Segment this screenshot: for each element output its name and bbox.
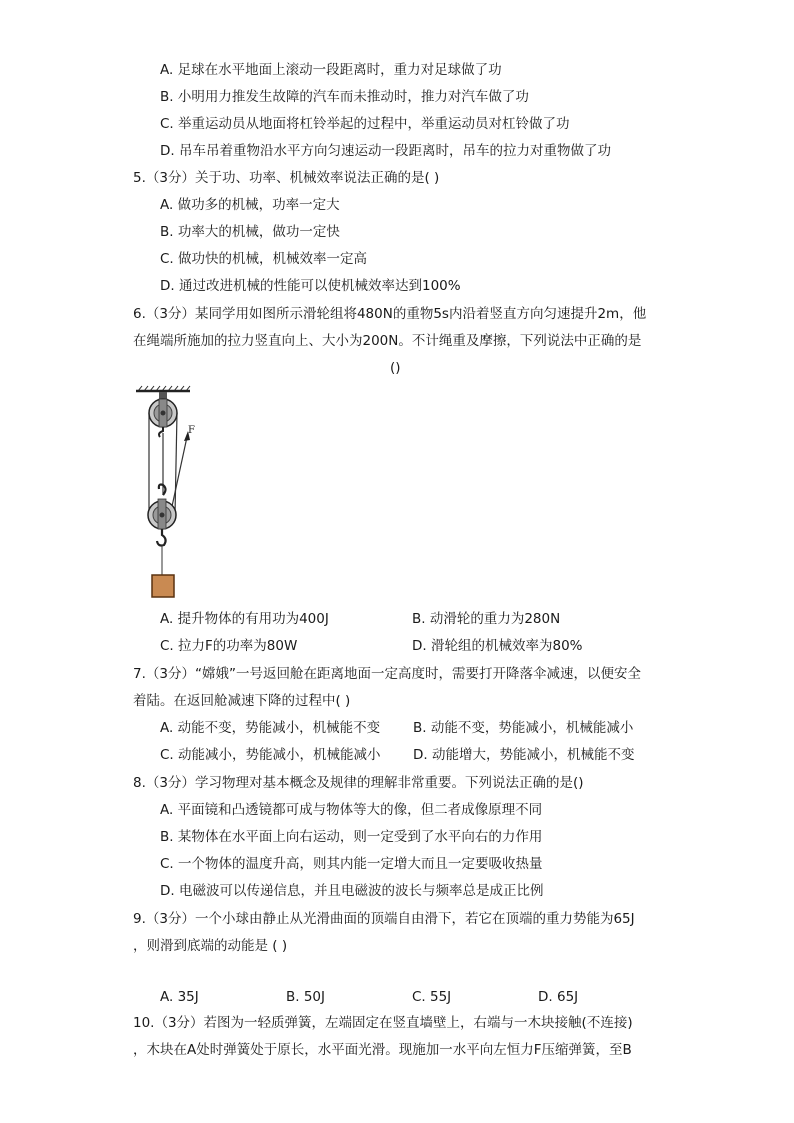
q8-option-d: D. 电磁波可以传递信息，并且电磁波的波长与频率总是成正比例 [160, 883, 544, 899]
q6-stem-line2: 在绳端所施加的拉力竖直向上、大小为200N。不计绳重及摩擦，下列说法中正确的是 [133, 333, 642, 349]
q9-stem-line1: 9.（3分）一个小球由静止从光滑曲面的顶端自由滑下，若它在顶端的重力势能为65J [133, 911, 635, 927]
movable-pulley-bottom-hook [157, 529, 166, 546]
q10-stem-line1: 10.（3分）若图为一轻质弹簧，左端固定在竖直墙壁上，右端与一木块接触(不连接) [133, 1015, 633, 1031]
q7-option-d: D. 动能增大，势能减小，机械能不变 [413, 747, 635, 763]
q4-option-d: D. 吊车吊着重物沿水平方向匀速运动一段距离时，吊车的拉力对重物做了功 [160, 143, 611, 159]
q7-stem-line1: 7.（3分）“嫦娥”一号返回舱在距离地面一定高度时，需要打开降落伞减速，以便安全 [133, 666, 641, 682]
q8-option-b: B. 某物体在水平面上向右运动，则一定受到了水平向右的力作用 [160, 829, 543, 845]
q4-option-a: A. 足球在水平地面上滚动一段距离时，重力对足球做了功 [160, 62, 502, 78]
load-block [152, 575, 174, 597]
q9-option-c: C. 55J [412, 989, 452, 1005]
q6-option-d: D. 滑轮组的机械效率为80% [412, 638, 583, 654]
q8-option-c: C. 一个物体的温度升高，则其内能一定增大而且一定要吸收热量 [160, 856, 543, 872]
q5-stem: 5.（3分）关于功、功率、机械效率说法正确的是( ) [133, 170, 440, 186]
q6-stem-line3: () [390, 360, 401, 376]
fixed-pulley-hook [159, 427, 163, 437]
rope-right [175, 413, 177, 515]
q4-option-b: B. 小明用力推发生故障的汽车而未推动时，推力对汽车做了功 [160, 89, 529, 105]
q7-option-a: A. 动能不变，势能减小，机械能不变 [160, 720, 381, 736]
q5-option-a: A. 做功多的机械，功率一定大 [160, 197, 340, 213]
pulley-system-figure [130, 383, 210, 601]
q5-option-b: B. 功率大的机械，做功一定快 [160, 224, 340, 240]
q8-stem: 8.（3分）学习物理对基本概念及规律的理解非常重要。下列说法正确的是() [133, 775, 584, 791]
q5-option-c: C. 做功快的机械，机械效率一定高 [160, 251, 368, 267]
q4-option-c: C. 举重运动员从地面将杠铃举起的过程中，举重运动员对杠铃做了功 [160, 116, 570, 132]
q6-option-c: C. 拉力F的功率为80W [160, 638, 298, 654]
q6-stem-line1: 6.（3分）某同学用如图所示滑轮组将480N的重物5s内沿着竖直方向匀速提升2m，他 [133, 306, 647, 322]
q6-option-b: B. 动滑轮的重力为280N [412, 611, 561, 627]
movable-pulley-top-hook [159, 485, 166, 496]
q9-option-d: D. 65J [538, 989, 579, 1005]
force-label: F [188, 425, 195, 436]
q9-option-b: B. 50J [286, 989, 326, 1005]
q7-option-c: C. 动能减小，势能减小，机械能减小 [160, 747, 381, 763]
q7-option-b: B. 动能不变，势能减小，机械能减小 [413, 720, 634, 736]
q9-option-a: A. 35J [160, 989, 199, 1005]
q9-stem-line2: ，则滑到底端的动能是 ( ) [133, 938, 288, 954]
q6-option-a: A. 提升物体的有用功为400J [160, 611, 329, 627]
q5-option-d: D. 通过改进机械的性能可以使机械效率达到100% [160, 278, 461, 294]
q7-stem-line2: 着陆。在返回舱减速下降的过程中( ) [133, 693, 351, 709]
force-arrow-line [171, 437, 187, 511]
q10-stem-line2: ，木块在A处时弹簧处于原长，水平面光滑。现施加一水平向左恒力F压缩弹簧，至B [133, 1042, 632, 1058]
q8-option-a: A. 平面镜和凸透镜都可成与物体等大的像，但二者成像原理不同 [160, 802, 543, 818]
